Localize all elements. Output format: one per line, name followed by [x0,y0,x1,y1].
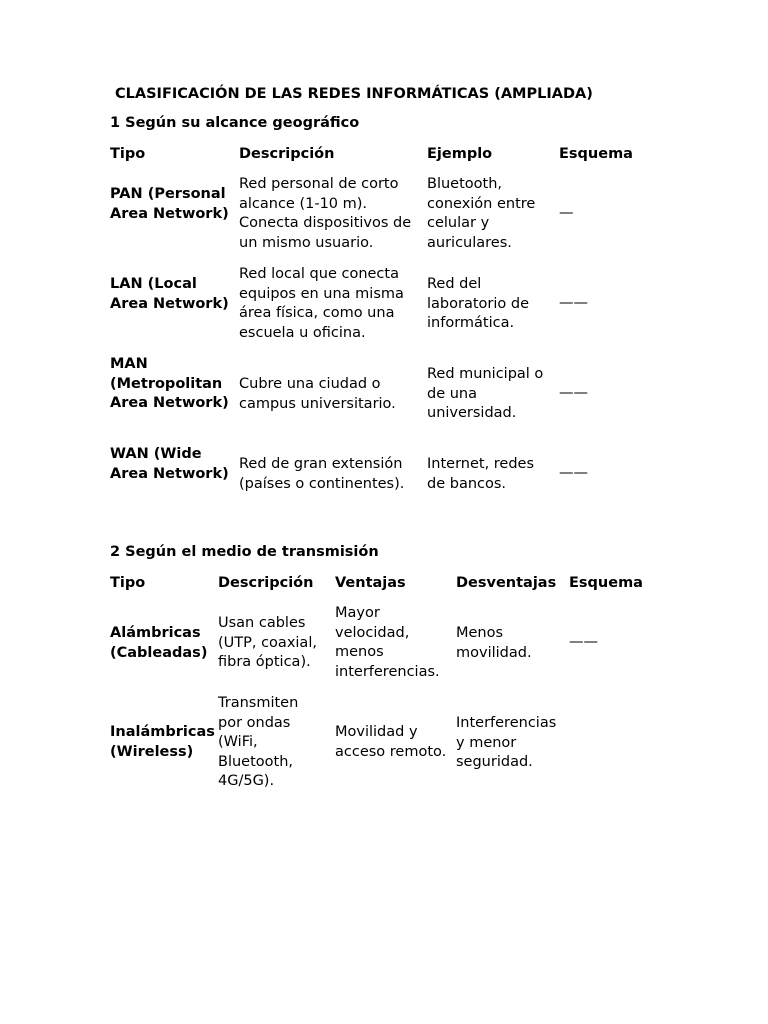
section-1-heading: 1 Según su alcance geográfico [110,115,360,131]
row-ejemplo: Internet, redes de bancos. [427,456,535,492]
header-descripcion: Descripción [239,146,335,162]
header-esquema: Esquema [559,146,633,162]
row-tipo: PAN (Personal Area Network) [110,186,229,222]
document-title: CLASIFICACIÓN DE LAS REDES INFORMÁTICAS (AMPLIADA) [115,86,593,102]
row-descripcion: Red de gran extensión (países o continentes). [239,456,405,492]
header-ventajas: Ventajas [335,575,406,591]
row-desventajas: Interferencias y menor seguridad. [456,715,557,771]
network-schema-icon: —— [559,295,588,311]
row-descripcion: Transmiten por ondas (WiFi, Bluetooth, 4G/5G). [218,695,299,790]
row-tipo: LAN (Local Area Network) [110,276,229,312]
row-descripcion: Cubre una ciudad o campus universitario. [239,376,396,412]
section-2-heading: 2 Según el medio de transmisión [110,544,379,560]
network-schema-icon: — [559,205,574,221]
row-ejemplo: Bluetooth, conexión entre celular y auriculares. [427,176,536,251]
row-tipo: Inalámbricas (Wireless) [110,724,215,760]
network-schema-icon: —— [559,385,588,401]
header-ejemplo: Ejemplo [427,146,493,162]
row-descripcion: Red local que conecta equipos en una misma área física, como una escuela u oficina. [239,266,404,341]
row-ventajas: Movilidad y acceso remoto. [335,724,447,760]
row-tipo: Alámbricas (Cableadas) [110,625,208,661]
network-schema-icon: —— [559,465,588,481]
row-ventajas: Mayor velocidad, menos interferencias. [335,605,440,680]
row-tipo: MAN (Metropolitan Area Network) [110,356,229,412]
row-tipo: WAN (Wide Area Network) [110,446,229,482]
table-medio-transmision [110,574,670,804]
row-ejemplo: Red del laboratorio de informática. [427,276,529,332]
row-descripcion: Red personal de corto alcance (1-10 m). Conecta dispositivos de un mismo usuario. [239,176,412,251]
network-schema-icon: —— [569,634,598,650]
header-esquema: Esquema [569,575,643,591]
row-descripcion: Usan cables (UTP, coaxial, fibra óptica). [218,615,317,671]
header-desventajas: Desventajas [456,575,557,591]
row-ejemplo: Red municipal o de una universidad. [427,366,544,422]
header-tipo: Tipo [110,575,146,591]
header-descripcion: Descripción [218,575,314,591]
header-tipo: Tipo [110,146,146,162]
table-alcance-geografico [110,145,670,505]
row-desventajas: Menos movilidad. [456,625,532,661]
